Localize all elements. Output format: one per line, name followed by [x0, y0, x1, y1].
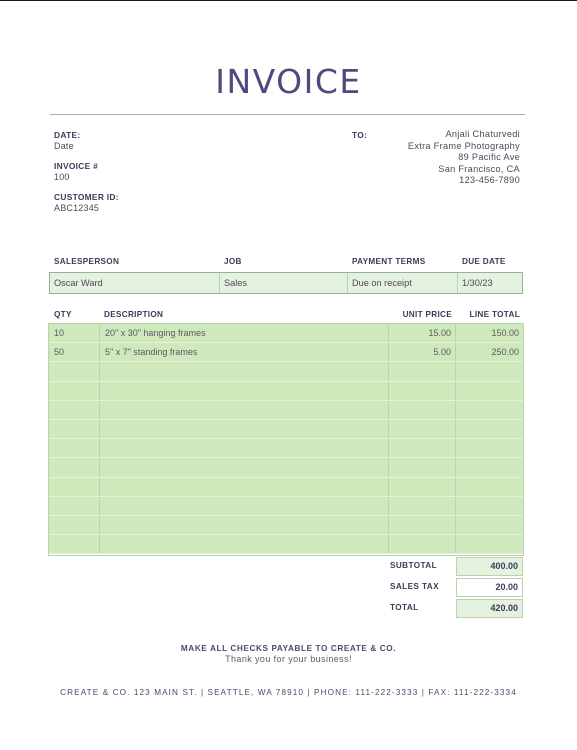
item-qty: [49, 420, 100, 438]
item-line-total: 150.00: [491, 328, 519, 338]
item-description: [100, 382, 389, 400]
job-value: Sales: [220, 273, 348, 293]
unit-price-header: UNIT PRICE: [402, 310, 452, 319]
line-total-header: LINE TOTAL: [469, 310, 520, 319]
due-date-value: 1/30/23: [462, 278, 493, 288]
checks-payable-note: MAKE ALL CHECKS PAYABLE TO CREATE & CO.: [180, 644, 397, 653]
item-unit-price: [389, 439, 456, 457]
item-line-total: [456, 516, 523, 534]
item-unit-price: [389, 362, 456, 380]
item-line-total: 250.00: [491, 347, 519, 358]
total-value: 420.00: [456, 599, 523, 618]
item-qty: [49, 458, 100, 476]
header-divider: [50, 114, 525, 115]
sales-tax-value: 20.00: [456, 578, 523, 597]
table-row: [49, 478, 523, 497]
description-header: DESCRIPTION: [104, 310, 164, 319]
job-header: JOB: [224, 257, 242, 266]
item-unit-price: [389, 401, 456, 419]
table-row: [49, 420, 523, 439]
invoice-number-value: 100: [54, 172, 70, 182]
item-line-total: [456, 458, 523, 476]
top-border: [0, 0, 577, 1]
page-title: INVOICE: [215, 62, 362, 101]
date-label: DATE:: [54, 130, 81, 140]
recipient-company: Extra Frame Photography: [407, 140, 520, 151]
item-description: [100, 535, 389, 553]
item-unit-price: 5.00: [389, 343, 456, 361]
table-row: [49, 516, 523, 535]
thank-you-note: Thank you for your business!: [225, 654, 352, 664]
item-description: [100, 420, 389, 438]
table-row: [49, 343, 523, 362]
table-row: [49, 497, 523, 516]
item-description: [100, 439, 389, 457]
item-description: [100, 401, 389, 419]
recipient-phone: 123-456-7890: [459, 175, 520, 185]
payment-terms-value: Due on receipt: [348, 273, 458, 293]
item-line-total: [456, 439, 523, 457]
item-line-total: [456, 497, 523, 515]
item-unit-price: [389, 420, 456, 438]
item-unit-price: [389, 458, 456, 476]
item-line-total: [456, 478, 523, 496]
to-label: TO:: [352, 130, 368, 140]
sales-tax-label: SALES TAX: [390, 582, 439, 591]
item-unit-price: [389, 382, 456, 400]
salesperson-value: Oscar Ward: [50, 273, 220, 293]
item-qty: [49, 362, 100, 380]
table-row: [49, 458, 523, 477]
item-qty: [49, 535, 100, 553]
order-info-table: [49, 272, 523, 294]
customer-id-label: CUSTOMER ID:: [54, 192, 119, 202]
item-line-total: [456, 382, 523, 400]
item-line-total: [456, 401, 523, 419]
item-qty: [49, 439, 100, 457]
item-description: [100, 497, 389, 515]
invoice-number-label: INVOICE #: [54, 161, 99, 171]
item-qty: [49, 401, 100, 419]
customer-id-value: ABC12345: [54, 203, 100, 213]
total-label: TOTAL: [390, 603, 419, 612]
item-qty: [49, 497, 100, 515]
item-description: [100, 516, 389, 534]
salesperson-header: SALESPERSON: [54, 257, 120, 266]
table-row: [49, 382, 523, 401]
item-unit-price: 15.00: [389, 324, 456, 342]
date-value: Date: [54, 141, 74, 151]
qty-header: QTY: [54, 310, 72, 319]
line-items-table: [49, 324, 523, 554]
item-qty: [49, 516, 100, 534]
item-qty: 50: [49, 343, 100, 361]
subtotal-value: 400.00: [456, 557, 523, 576]
recipient-address: [408, 129, 520, 187]
item-line-total: [456, 362, 523, 380]
table-row: [49, 324, 523, 343]
table-row: [49, 535, 523, 554]
item-qty: 10: [49, 324, 100, 342]
item-description: 5" x 7" standing frames: [100, 343, 389, 361]
table-row: [49, 401, 523, 420]
item-qty: [49, 478, 100, 496]
item-qty: [49, 382, 100, 400]
recipient-name: Anjali Chaturvedi: [445, 129, 520, 139]
item-description: [100, 478, 389, 496]
item-line-total: [456, 535, 523, 553]
item-unit-price: [389, 478, 456, 496]
item-description: [100, 458, 389, 476]
item-unit-price: [389, 516, 456, 534]
table-row: [49, 439, 523, 458]
company-contact-line: CREATE & CO. 123 MAIN ST. | SEATTLE, WA 78910 | PHONE: 111-222-3333 | FAX: 111-222-3334: [60, 688, 517, 697]
item-unit-price: [389, 535, 456, 553]
item-unit-price: [389, 497, 456, 515]
recipient-city: San Francisco, CA: [438, 163, 520, 174]
recipient-street: 89 Pacific Ave: [458, 152, 520, 162]
payment-terms-header: PAYMENT TERMS: [352, 257, 426, 266]
item-description: 20" x 30" hanging frames: [100, 324, 389, 342]
item-line-total: [456, 420, 523, 438]
due-date-header: DUE DATE: [462, 257, 506, 266]
item-description: [100, 362, 389, 380]
table-row: [49, 362, 523, 381]
subtotal-label: SUBTOTAL: [390, 561, 438, 570]
